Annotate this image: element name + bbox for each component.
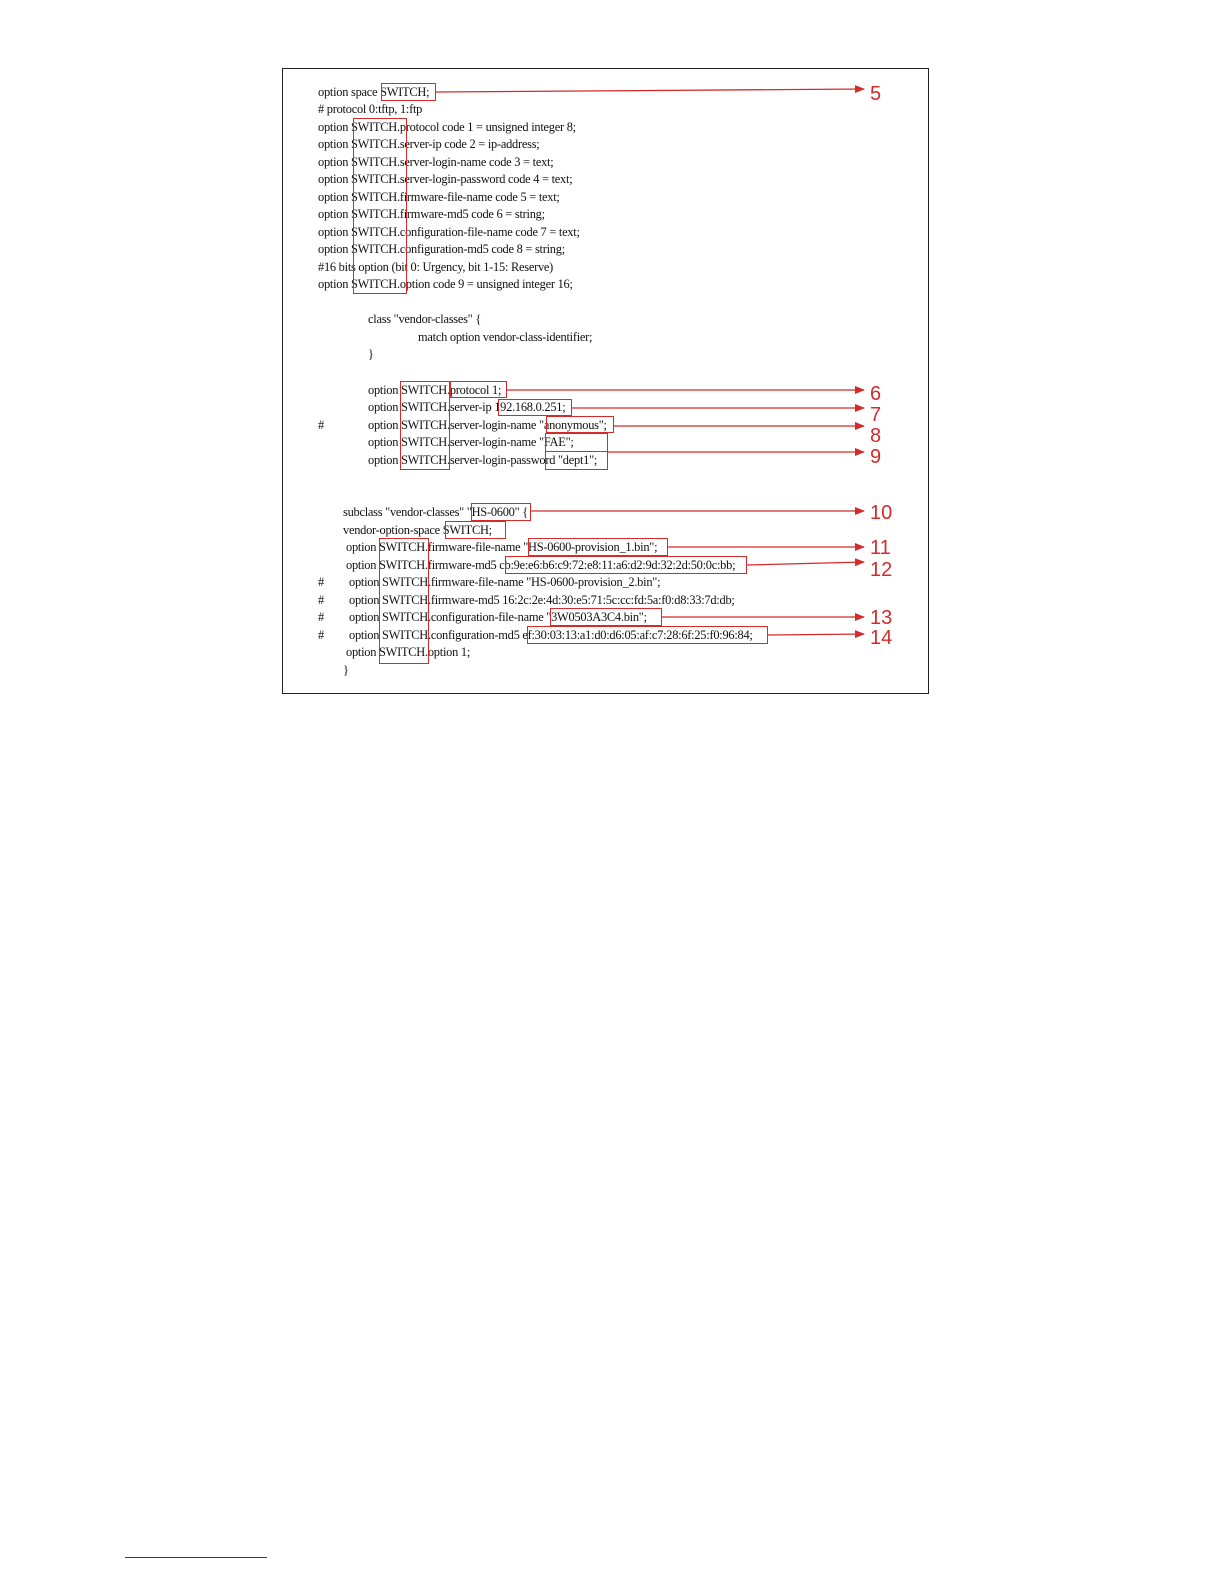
highlight-firmware-md5-value — [505, 556, 747, 574]
code-line: option SWITCH.configuration-md5 ef:30:03:13:a1:d0:d6:05:af:c7:28:6f:25:f0:96:84; — [349, 628, 753, 642]
callout-number-12: 12 — [870, 559, 893, 581]
callout-number-5: 5 — [870, 83, 882, 105]
footnote-divider — [125, 1557, 267, 1558]
code-line: option SWITCH.configuration-file-name "3W0503A3C4.bin"; — [349, 610, 647, 624]
code-line: option SWITCH.firmware-md5 code 6 = string; — [318, 207, 545, 221]
callout-number-8: 8 — [870, 425, 882, 447]
highlight-login-name-fae — [545, 433, 608, 452]
code-line: option space SWITCH; — [318, 85, 430, 99]
code-line: option SWITCH.protocol code 1 = unsigned integer 8; — [318, 120, 576, 134]
highlight-config-file-value — [550, 608, 662, 626]
code-line: option SWITCH.protocol 1; — [368, 383, 502, 397]
highlight-login-name-value — [546, 416, 614, 433]
highlight-switch-vendor-space — [445, 521, 506, 539]
code-line: option SWITCH.server-ip code 2 = ip-address; — [318, 137, 540, 151]
code-line: class "vendor-classes" { — [368, 312, 482, 326]
code-line: option SWITCH.server-login-password "dept1"; — [368, 453, 598, 467]
highlight-switch-column-2 — [400, 381, 450, 470]
highlight-login-password-value — [545, 451, 608, 470]
highlight-subclass-name — [471, 503, 531, 521]
callout-number-13: 13 — [870, 607, 893, 629]
code-line: option SWITCH.firmware-md5 cb:9e:e6:b6:c9:72:e8:11:a6:d2:9d:32:2d:50:0c:bb; — [346, 558, 736, 572]
code-line: vendor-option-space SWITCH; — [343, 523, 492, 537]
callout-number-9: 9 — [870, 446, 882, 468]
code-line: #16 bits option (bit 0: Urgency, bit 1-15: Reserve) — [318, 260, 554, 274]
comment-hash: # — [318, 418, 324, 432]
code-line: option SWITCH.option 1; — [346, 645, 471, 659]
code-line: # protocol 0:tftp, 1:ftp — [318, 102, 423, 116]
highlight-server-ip-value — [498, 399, 572, 416]
comment-hash: # — [318, 593, 324, 607]
code-line: option SWITCH.option code 9 = unsigned integer 16; — [318, 277, 573, 291]
comment-hash: # — [318, 575, 324, 589]
code-line: } — [343, 663, 349, 677]
highlight-protocol-value — [450, 381, 507, 398]
highlight-switch-column-1 — [353, 118, 407, 294]
code-line: option SWITCH.server-login-name "FAE"; — [368, 435, 574, 449]
highlight-config-md5-value — [527, 626, 768, 644]
highlight-firmware-file-value — [528, 538, 668, 556]
code-line: option SWITCH.configuration-md5 code 8 = string; — [318, 242, 565, 256]
callout-number-10: 10 — [870, 502, 893, 524]
code-line: option SWITCH.firmware-file-name code 5 = text; — [318, 190, 560, 204]
comment-hash: # — [318, 628, 324, 642]
code-line: option SWITCH.server-login-name "anonymous"; — [368, 418, 607, 432]
code-line: match option vendor-class-identifier; — [418, 330, 593, 344]
highlight-switch-space — [381, 83, 436, 101]
code-line: option SWITCH.server-login-name code 3 = text; — [318, 155, 554, 169]
callout-number-7: 7 — [870, 404, 882, 426]
code-line: subclass "vendor-classes" "HS-0600" { — [343, 505, 528, 519]
comment-hash: # — [318, 610, 324, 624]
callout-number-6: 6 — [870, 383, 882, 405]
callout-number-14: 14 — [870, 627, 893, 649]
code-line: option SWITCH.firmware-md5 16:2c:2e:4d:30:e5:71:5c:cc:fd:5a:f0:d8:33:7d:db; — [349, 593, 735, 607]
code-line: option SWITCH.server-login-password code 4 = text; — [318, 172, 573, 186]
code-line: option SWITCH.configuration-file-name code 7 = text; — [318, 225, 580, 239]
callout-number-11: 11 — [870, 537, 891, 559]
code-line: } — [368, 347, 374, 361]
code-line: option SWITCH.server-ip 192.168.0.251; — [368, 400, 566, 414]
code-line: option SWITCH.firmware-file-name "HS-0600-provision_2.bin"; — [349, 575, 661, 589]
highlight-switch-column-3 — [379, 538, 429, 664]
code-line: option SWITCH.firmware-file-name "HS-0600-provision_1.bin"; — [346, 540, 658, 554]
